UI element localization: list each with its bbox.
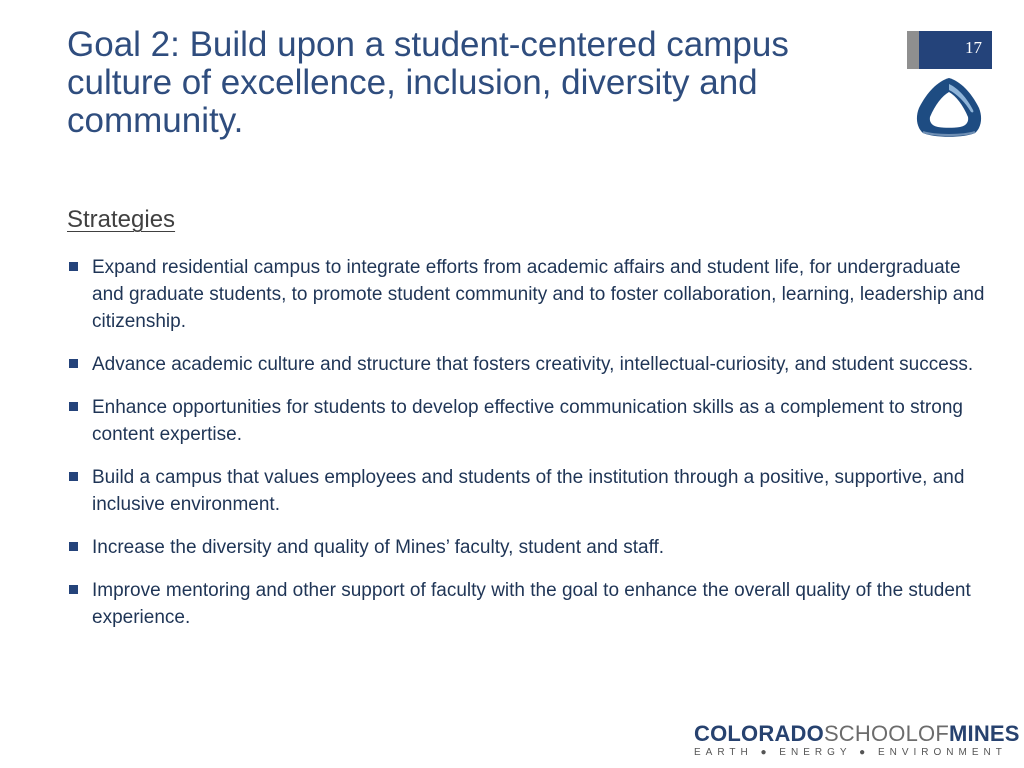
logo-word-mines: MINES xyxy=(949,721,1020,746)
colorado-school-of-mines-logo xyxy=(694,721,1020,759)
strategy-item xyxy=(67,577,992,631)
mines-triangle-emblem-icon xyxy=(913,76,985,140)
slide-title-line: Goal 2: Build upon a student-centered campus xyxy=(67,25,789,64)
logo-word-colorado: COLORADO xyxy=(694,721,824,746)
strategy-text: Expand residential campus to integrate efforts from academic affairs and student life, for undergraduate and graduate students, to promote student community and to foster collaboration, learning, leadership and citizenship. xyxy=(92,257,985,332)
logo-tagline: EARTH ● ENERGY ● ENVIRONMENT xyxy=(694,747,1007,758)
logo-word-school: SCHOOL xyxy=(823,721,919,746)
slide-title-line: culture of excellence, inclusion, diversity and xyxy=(67,63,758,102)
strategy-list xyxy=(67,254,992,647)
strategy-item xyxy=(67,351,992,378)
strategy-item xyxy=(67,464,992,518)
strategy-text: Increase the diversity and quality of Mines’ faculty, student and staff. xyxy=(92,537,665,558)
strategies-heading: Strategies xyxy=(67,206,176,233)
page-number: 17 xyxy=(965,38,982,57)
strategy-item xyxy=(67,394,992,448)
logo-wordmark xyxy=(694,721,1020,746)
bullet-square-icon xyxy=(69,585,78,594)
logo-word-of: OF xyxy=(918,721,949,746)
bullet-square-icon xyxy=(69,262,78,271)
slide-title-line: community. xyxy=(67,101,244,140)
page-number-accent-bar xyxy=(907,31,919,69)
page-number-block xyxy=(907,31,992,69)
strategy-item xyxy=(67,254,992,335)
bullet-square-icon xyxy=(69,472,78,481)
strategy-text: Build a campus that values employees and students of the institution through a positive, supportive, and inclusive environment. xyxy=(92,467,965,515)
bullet-square-icon xyxy=(69,359,78,368)
bullet-square-icon xyxy=(69,402,78,411)
strategy-text: Enhance opportunities for students to develop effective communication skills as a complement to strong content expertise. xyxy=(92,397,963,445)
strategy-item xyxy=(67,534,992,561)
slide-title xyxy=(67,26,867,140)
strategy-text: Improve mentoring and other support of faculty with the goal to enhance the overall quality of the student experience. xyxy=(92,580,971,628)
strategy-text: Advance academic culture and structure that fosters creativity, intellectual-curiosity, and student success. xyxy=(92,354,974,375)
bullet-square-icon xyxy=(69,542,78,551)
